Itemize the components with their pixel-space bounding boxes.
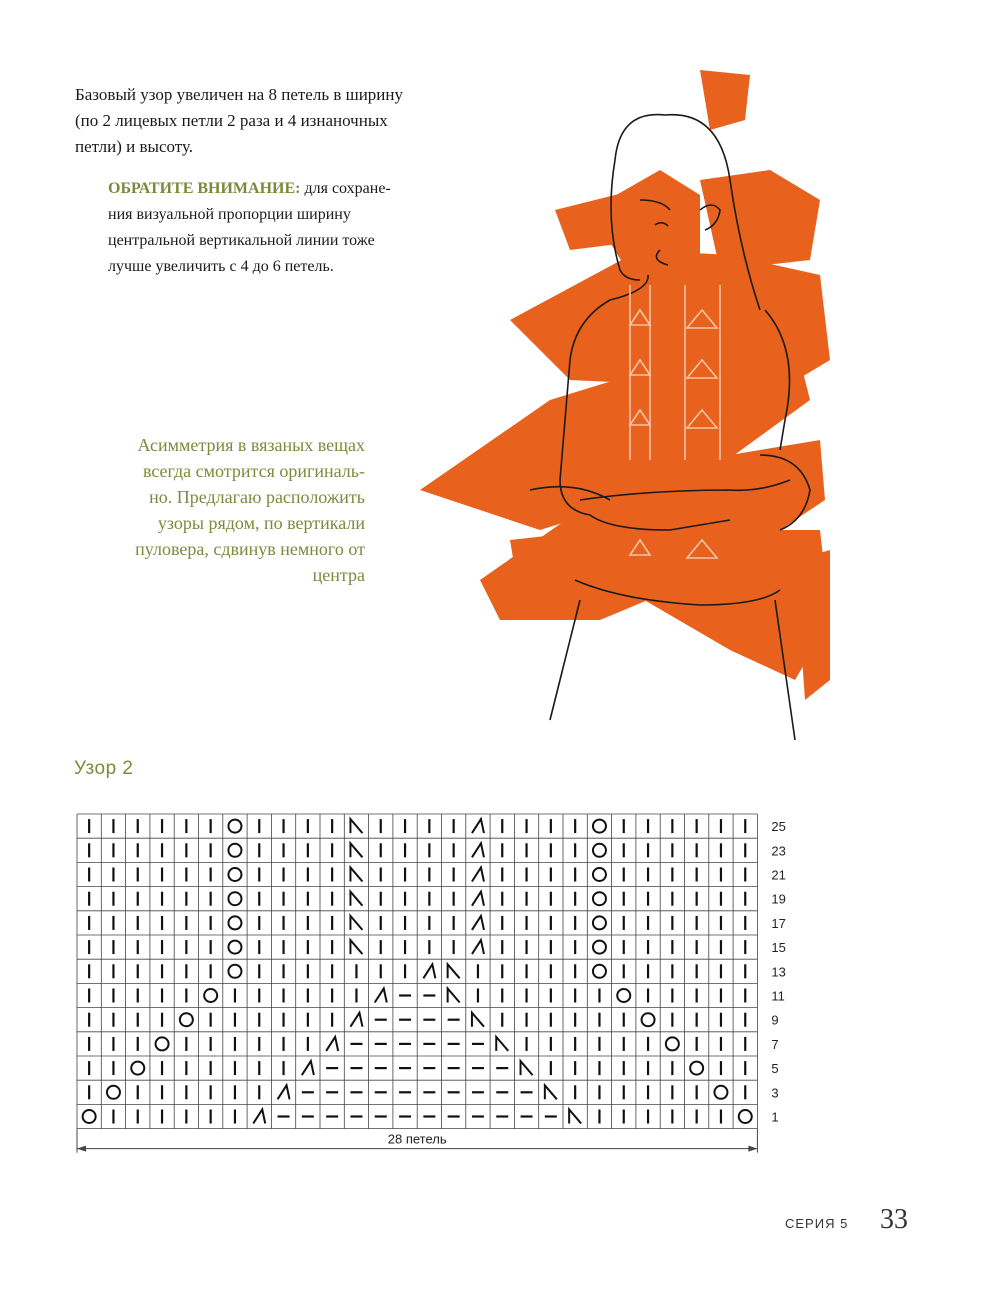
k2tog-left [472, 940, 484, 954]
yarn-over [593, 941, 606, 954]
row-number: 11 [771, 988, 785, 1004]
yarn-over [593, 844, 606, 857]
series-label: СЕРИЯ 5 [785, 1216, 849, 1231]
k2tog-left [375, 989, 387, 1003]
k2tog-right [545, 1085, 557, 1099]
row-number: 25 [771, 819, 786, 835]
k2tog-right [472, 1013, 484, 1027]
note-line: ния визуальной пропорции ширину [108, 206, 351, 223]
row-number: 3 [771, 1085, 779, 1101]
row-number: 9 [771, 1012, 779, 1028]
row-number: 5 [771, 1061, 779, 1077]
row-number: 15 [771, 940, 786, 956]
yarn-over [228, 941, 241, 954]
yarn-over [593, 820, 606, 833]
k2tog-left [472, 843, 484, 857]
row-number: 13 [771, 964, 786, 980]
k2tog-right [350, 819, 362, 833]
row-number: 1 [771, 1109, 779, 1125]
yarn-over [593, 892, 606, 905]
k2tog-right [350, 916, 362, 930]
k2tog-right [496, 1037, 508, 1051]
dimension-arrow [748, 1146, 757, 1152]
attention-keyword: ОБРАТИТЕ ВНИМАНИЕ: [108, 180, 301, 197]
k2tog-left [278, 1085, 290, 1099]
yarn-over [228, 844, 241, 857]
row-number: 23 [771, 843, 786, 859]
dimension-arrow [77, 1146, 86, 1152]
k2tog-left [472, 868, 484, 882]
k2tog-right [521, 1061, 533, 1075]
k2tog-right [569, 1110, 581, 1124]
k2tog-right [350, 940, 362, 954]
yarn-over [204, 989, 217, 1002]
asymmetry-aside [60, 432, 365, 588]
row-number: 19 [771, 891, 786, 907]
page-number: 33 [880, 1204, 908, 1235]
aside-line: центра [312, 565, 365, 585]
yarn-over [180, 1013, 193, 1026]
yarn-over [131, 1062, 144, 1075]
k2tog-right [350, 843, 362, 857]
yarn-over [642, 1013, 655, 1026]
aside-line: пуловера, сдвинув немного от [135, 539, 365, 559]
yarn-over [83, 1110, 96, 1123]
aside-line: узоры рядом, по вертикали [157, 513, 365, 533]
row-number: 17 [771, 915, 786, 931]
k2tog-left [253, 1110, 265, 1124]
yarn-over [228, 916, 241, 929]
yarn-over [690, 1062, 703, 1075]
k2tog-left [326, 1037, 338, 1051]
k2tog-left [472, 892, 484, 906]
yarn-over [593, 965, 606, 978]
intro-line: петли) и высоту. [75, 137, 194, 156]
aside-line: но. Предлагаю расположить [149, 487, 365, 507]
k2tog-left [472, 819, 484, 833]
intro-line: (по 2 лицевых петли 2 раза и 4 изнаночных [75, 111, 388, 130]
yarn-over [228, 965, 241, 978]
k2tog-right [448, 964, 460, 978]
yarn-over [617, 989, 630, 1002]
k2tog-left [472, 916, 484, 930]
note-line: для сохране- [300, 180, 391, 197]
attention-note [108, 176, 438, 280]
k2tog-right [350, 868, 362, 882]
yarn-over [156, 1037, 169, 1050]
aside-line: Асимметрия в вязаных вещах [137, 435, 365, 455]
k2tog-right [448, 989, 460, 1003]
k2tog-left [350, 1013, 362, 1027]
sweater-illustration [400, 60, 840, 740]
row-number: 21 [771, 867, 786, 883]
yarn-over [714, 1086, 727, 1099]
yarn-over [228, 820, 241, 833]
note-line: лучше увеличить с 4 до 6 петель. [108, 258, 334, 275]
intro-line: Базовый узор увеличен на 8 петель в ширину [75, 85, 403, 104]
stitch-chart [70, 808, 810, 1168]
width-label: 28 петель [387, 1131, 447, 1147]
yarn-over [593, 916, 606, 929]
yarn-over [107, 1086, 120, 1099]
k2tog-left [302, 1061, 314, 1075]
k2tog-right [350, 892, 362, 906]
yarn-over [666, 1037, 679, 1050]
orange-paint-strokes [420, 70, 830, 700]
aside-line: всегда смотрится оригиналь- [142, 461, 365, 481]
note-line: центральной вертикальной линии тоже [108, 232, 375, 249]
yarn-over [228, 892, 241, 905]
pattern-title: Узор 2 [74, 758, 134, 779]
row-number: 7 [771, 1036, 779, 1052]
yarn-over [739, 1110, 752, 1123]
k2tog-left [423, 964, 435, 978]
yarn-over [593, 868, 606, 881]
yarn-over [228, 868, 241, 881]
